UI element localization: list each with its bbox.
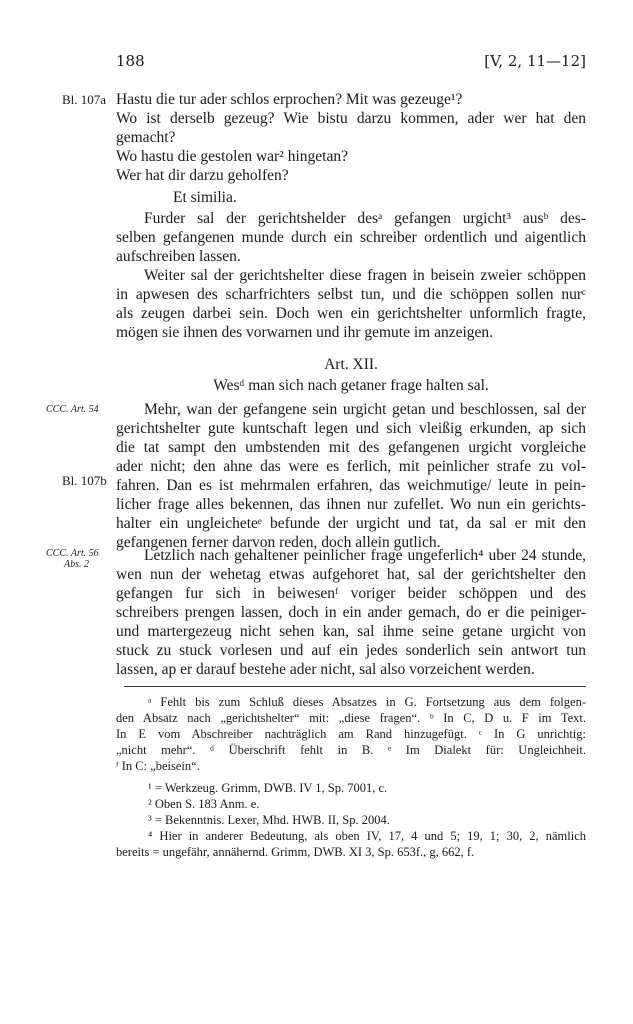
text-line: gemacht?: [116, 129, 176, 146]
text-line: fahren. Dan es ist mehrmalen erfahren, das weichmutige/ leute in pein-: [116, 477, 586, 494]
text-line: und martergezeug nicht sehen kan, sal ihme seine getane urgicht von: [116, 623, 586, 640]
footnote-rule: [124, 686, 586, 687]
footnote-line: den Absatz nach „gerichtshelter“ mit: „diese fragen“. ᵇ In C, D u. F im Text.: [116, 711, 586, 725]
text-line: Furder sal der gerichtshelder desᵃ gefangen urgicht³ ausᵇ des-: [144, 210, 586, 227]
text-line: Hastu die tur ader schlos erprochen? Mit was gezeuge¹?: [116, 91, 463, 108]
section-reference: [V, 2, 11—12]: [484, 52, 586, 70]
footnote-line: ᶠ In C: „beisein“.: [116, 759, 200, 773]
text-line: selben gefangenen munde durch ein schreiber ordentlich und aigentlich: [116, 229, 586, 246]
text-line: als zeugen darbei sein. Doch wen ein gerichtshelter unformlich fragte,: [116, 305, 586, 322]
footnote-line: In E vom Abschreiber nachträglich am Rand hinzugefügt. ᶜ In G unrichtig:: [116, 727, 586, 741]
margin-note-abs2: Abs. 2: [64, 559, 89, 570]
text-line: Mehr, wan der gefangene sein urgicht getan und beschlossen, sal der: [144, 401, 586, 418]
margin-note-bl107b: Bl. 107b: [62, 473, 107, 488]
text-line: Letzlich nach gehaltener peinlicher frage ungeferlich⁴ uber 24 stunde,: [144, 547, 586, 564]
text-line: gefangen fur sich in beiwesenᶠ voriger beider schöppen und des: [116, 585, 586, 602]
text-line: Wo hastu die gestolen war² hingetan?: [116, 148, 348, 165]
text-line: ader nicht; den ahne das were es ferlich, mit peinlicher strafe zu vol-: [116, 458, 586, 475]
article-subtitle: Wesᵈ man sich nach getaner frage halten sal.: [213, 377, 489, 394]
text-line: schreibers prengen lassen, doch in ein ander gemach, do er die peiniger-: [116, 604, 586, 621]
footnote-line: ¹ = Werkzeug. Grimm, DWB. IV 1, Sp. 7001, c.: [148, 781, 388, 795]
text-line: halter ein ungleicheteᵉ befunde der urgicht und tat, da sal er mit den: [116, 515, 586, 532]
text-line: lassen, ap er darauf bestehe ader nicht, sal also vorzeichent werden.: [116, 661, 535, 678]
text-line: mögen sie ihnen des vorwarnen und ihr gemute im anzeigen.: [116, 324, 494, 341]
text-line: aufschreiben lassen.: [116, 248, 241, 265]
page-header: [116, 52, 586, 74]
margin-note-bl107a: Bl. 107a: [62, 92, 107, 107]
text-line: wen nun der wehetag etwas aufgehoret hat, sal der gerichtshelter den: [116, 566, 586, 583]
article-title: Art. XII.: [324, 356, 378, 373]
text-line: Weiter sal der gerichtshelter diese fragen in beisein zweier schöppen: [144, 267, 586, 284]
margin-note-ccc56: CCC. Art. 56: [46, 548, 99, 559]
text-line: Wo ist derselb gezeug? Wie bistu darzu kommen, ader wer hat den: [116, 110, 586, 127]
footnote-line: ² Oben S. 183 Anm. e.: [148, 797, 260, 811]
text-line: Wer hat dir darzu geholfen?: [116, 167, 289, 184]
text-line: gefangenen ferner darvon reden, doch allein gutlich.: [116, 534, 441, 551]
text-line: in apwesen des scharfrichters selbst tun, und die schöppen sollen nurᶜ: [116, 286, 586, 303]
text-line: licher frage alles bekennen, das ihnen nur zufellet. Wo nun ein gerichts-: [116, 496, 586, 513]
text-line: Et similia.: [173, 189, 237, 206]
margin-note-ccc54: CCC. Art. 54: [46, 404, 99, 415]
footnote-line: bereits = ungefähr, annähernd. Grimm, DWB. XI 3, Sp. 653f., g, 662, f.: [116, 845, 475, 859]
footnote-line: ³ = Bekenntnis. Lexer, Mhd. HWB. II, Sp. 2004.: [148, 813, 390, 827]
footnote-line: „nicht mehr“. ᵈ Überschrift fehlt in B. ᵉ Im Dialekt für: Ungleichheit.: [116, 743, 586, 757]
text-line: stuck zu stuck vorlesen und auf ein jedes sonderlich sein antwort tun: [116, 642, 586, 659]
text-line: die tat sampt den umbstenden mit des gefangenen urgicht vorgleiche: [116, 439, 586, 456]
text-line: gerichtshelter gute kuntschaft legen und sich vleißig erkunden, ap sich: [116, 420, 586, 437]
footnote-line: ᵃ Fehlt bis zum Schluß dieses Absatzes in G. Fortsetzung aus dem folgen-: [148, 695, 586, 709]
page-number: 188: [116, 52, 145, 70]
footnote-line: ⁴ Hier in anderer Bedeutung, als oben IV, 17, 4 und 5; 19, 1; 30, 2, nämlich: [148, 829, 586, 843]
